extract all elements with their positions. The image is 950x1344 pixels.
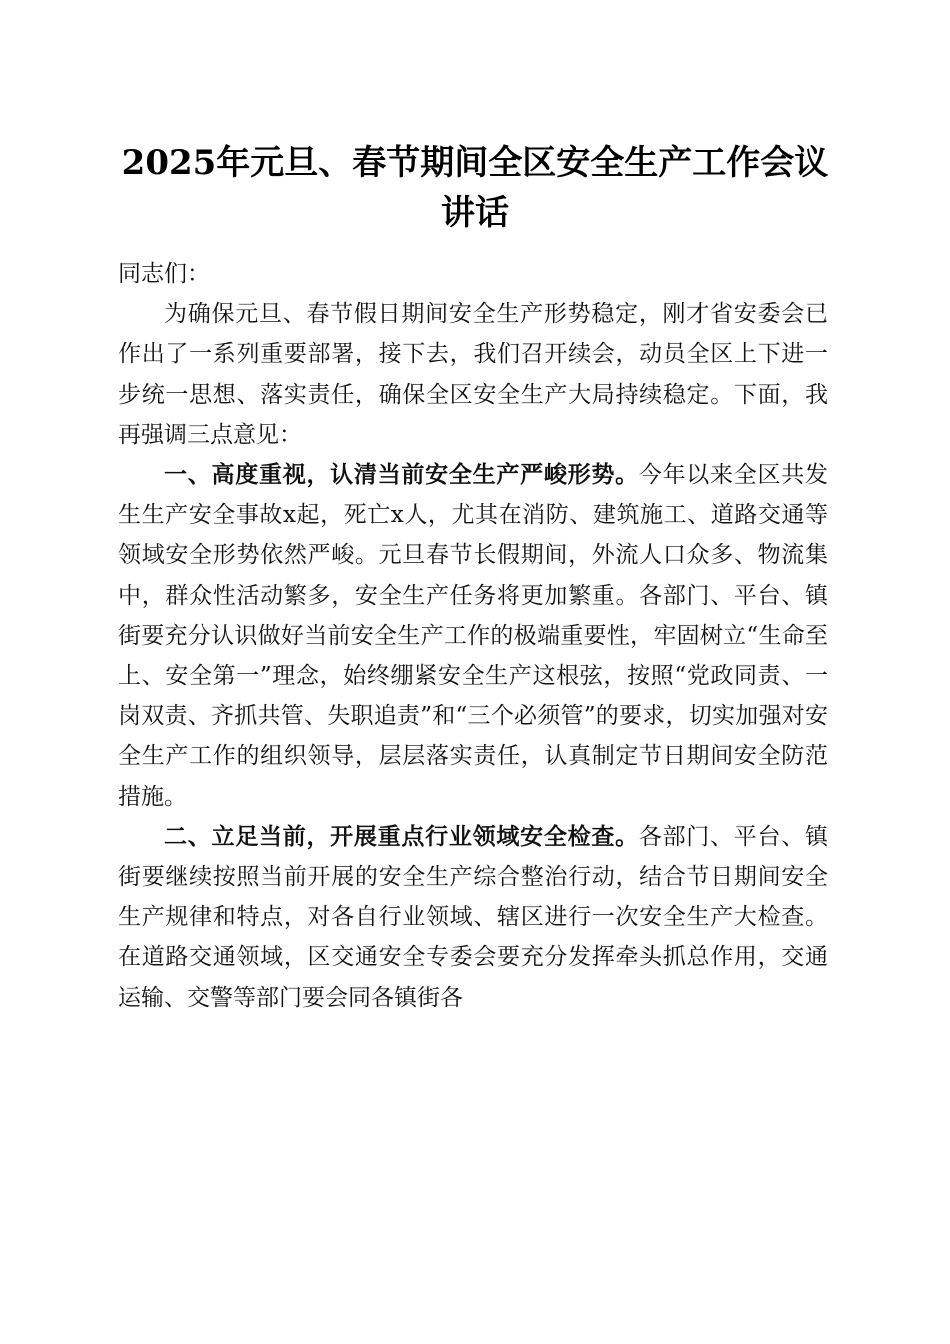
document-body bbox=[118, 254, 828, 1018]
section-text-1: 今年以来全区共发生生产安全事故x起，死亡x人，尤其在消防、建筑施工、道路交通等领域安全形势依然严峻。元旦春节长假期间，外流人口众多、物流集中，群众性活动繁多，安全生产任务将更加繁重。各部门、平台、镇街要充分认识做好当前安全生产工作的极端重要性，牢固树立“生命至上、安全第一”理念，始终绷紧安全生产这根弦，按照“党政同责、一岗双责、齐抓共管、失职追责”和“三个必须管”的要求，切实加强对安全生产工作的组织领导，层层落实责任，认真制定节日期间安全防范措施。 bbox=[118, 462, 829, 810]
intro-paragraph: 为确保元旦、春节假日期间安全生产形势稳定，刚才省安委会已作出了一系列重要部署，接下去，我们召开续会，动员全区上下进一步统一思想、落实责任，确保全区安全生产大局持续稳定。下面，我再强调三点意见： bbox=[118, 301, 828, 448]
greeting: 同志们： bbox=[118, 261, 210, 287]
section-paragraph-1 bbox=[118, 455, 828, 817]
section-heading-1: 一、高度重视，认清当前安全生产严峻形势。 bbox=[164, 462, 639, 489]
document-title: 2025年元旦、春节期间全区安全生产工作会议讲话 bbox=[121, 143, 829, 233]
section-paragraph-2 bbox=[118, 817, 828, 1018]
section-text-2: 各部门、平台、镇街要继续按照当前开展的安全生产综合整治行动，结合节日期间安全生产规律和特点，对各自行业领域、辖区进行一次安全生产大检查。在道路交通领域，区交通安全专委会要充分发挥牵头抓总作用，交通运输、交警等部门要会同各镇街各 bbox=[118, 823, 829, 1011]
section-heading-2: 二、立足当前，开展重点行业领域安全检查。 bbox=[164, 823, 639, 850]
